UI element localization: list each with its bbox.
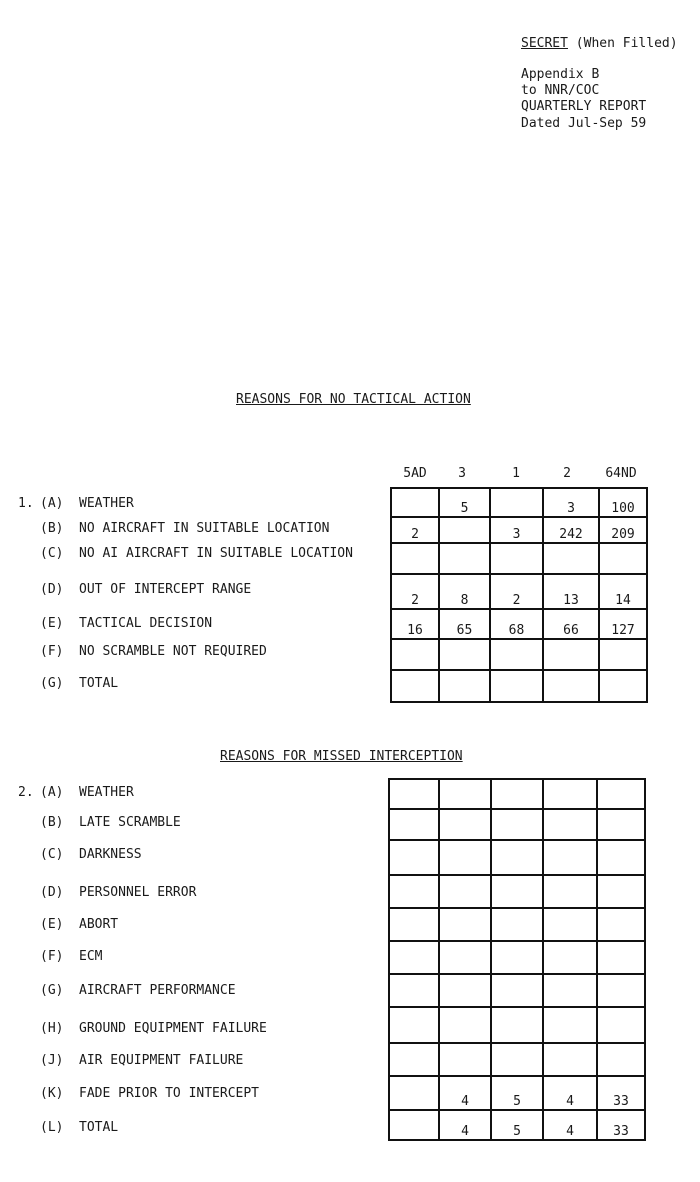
table-cell (490, 670, 543, 702)
table-row (391, 488, 647, 517)
row-label: GROUND EQUIPMENT FAILURE (79, 1021, 267, 1036)
table-cell (491, 941, 543, 974)
column-header: 5AD (403, 466, 427, 481)
row-label: ABORT (79, 917, 119, 932)
table-cell: 68 (490, 609, 543, 639)
table-cell (491, 908, 543, 941)
row-label: OUT OF INTERCEPT RANGE (79, 582, 252, 597)
table-cell: 66 (543, 609, 599, 639)
table-cell (597, 1007, 645, 1043)
table-cell (439, 543, 490, 574)
table-cell (597, 1043, 645, 1076)
table-row (389, 1076, 645, 1110)
table-cell: 33 (597, 1110, 645, 1140)
table-cell (491, 1043, 543, 1076)
table-row (389, 809, 645, 840)
section1-table (390, 487, 648, 703)
section1-number: 1. (18, 496, 34, 511)
table-cell: 242 (543, 517, 599, 543)
column-header: 3 (458, 466, 466, 481)
row-label: NO AI AIRCRAFT IN SUITABLE LOCATION (79, 546, 353, 561)
table-cell (439, 639, 490, 670)
row-label: NO SCRAMBLE NOT REQUIRED (79, 644, 267, 659)
row-letter: (A) (40, 496, 64, 511)
table-cell (389, 1007, 439, 1043)
table-cell (491, 779, 543, 809)
table-cell (391, 670, 439, 702)
table-cell (389, 1110, 439, 1140)
table-cell: 100 (599, 488, 647, 517)
table-cell (597, 779, 645, 809)
table-cell (491, 875, 543, 908)
row-label: NO AIRCRAFT IN SUITABLE LOCATION (79, 521, 330, 536)
section2-table (388, 778, 646, 1141)
table-cell (491, 1007, 543, 1043)
table-cell (439, 779, 491, 809)
table-cell (543, 779, 597, 809)
table-cell (597, 875, 645, 908)
table-cell (389, 974, 439, 1007)
table-cell (389, 779, 439, 809)
table-cell (597, 974, 645, 1007)
row-label: FADE PRIOR TO INTERCEPT (79, 1086, 260, 1101)
table-cell: 3 (490, 517, 543, 543)
row-letter: (G) (40, 983, 64, 998)
table-row (391, 574, 647, 609)
table-row (391, 517, 647, 543)
table-cell: 5 (439, 488, 490, 517)
section1-title: REASONS FOR NO TACTICAL ACTION (236, 392, 471, 407)
table-cell (543, 809, 597, 840)
table-cell (491, 840, 543, 875)
table-cell (543, 1007, 597, 1043)
table-cell (490, 639, 543, 670)
table-cell (491, 809, 543, 840)
table-cell: 33 (597, 1076, 645, 1110)
column-header: 2 (563, 466, 571, 481)
table-cell: 4 (543, 1110, 597, 1140)
table-cell (391, 543, 439, 574)
report-type-line: QUARTERLY REPORT (521, 99, 647, 114)
column-header: 1 (512, 466, 520, 481)
table-row (389, 779, 645, 809)
table-cell (543, 908, 597, 941)
row-label: WEATHER (79, 785, 134, 800)
table-cell (543, 639, 599, 670)
table-row (389, 875, 645, 908)
row-label: TOTAL (79, 1120, 119, 1135)
table-cell (389, 908, 439, 941)
section2-title: REASONS FOR MISSED INTERCEPTION (220, 749, 463, 764)
classification-note: (When Filled) (575, 36, 678, 51)
table-row (389, 1007, 645, 1043)
row-letter: (F) (40, 644, 64, 659)
table-cell: 13 (543, 574, 599, 609)
table-cell: 2 (391, 574, 439, 609)
row-letter: (E) (40, 616, 64, 631)
table-cell (389, 1076, 439, 1110)
row-label: WEATHER (79, 496, 134, 511)
table-cell: 4 (439, 1110, 491, 1140)
section2-number: 2. (18, 785, 34, 800)
column-header: 64ND (605, 466, 637, 481)
table-cell (439, 517, 490, 543)
table-cell: 3 (543, 488, 599, 517)
table-cell: 14 (599, 574, 647, 609)
report-date-line: Dated Jul-Sep 59 (521, 116, 647, 131)
row-label: LATE SCRAMBLE (79, 815, 181, 830)
table-row (389, 941, 645, 974)
row-letter: (C) (40, 546, 64, 561)
row-letter: (E) (40, 917, 64, 932)
table-cell (599, 543, 647, 574)
table-cell (439, 840, 491, 875)
table-cell (491, 974, 543, 1007)
table-cell (439, 1007, 491, 1043)
table-row (389, 840, 645, 875)
row-letter: (B) (40, 521, 64, 536)
table-cell (389, 875, 439, 908)
table-cell (543, 840, 597, 875)
table-row (391, 609, 647, 639)
table-cell (389, 941, 439, 974)
table-cell: 5 (491, 1076, 543, 1110)
table-cell: 5 (491, 1110, 543, 1140)
table-cell: 4 (543, 1076, 597, 1110)
table-cell (543, 941, 597, 974)
classification-header (521, 36, 678, 51)
row-letter: (D) (40, 885, 64, 900)
row-label: PERSONNEL ERROR (79, 885, 197, 900)
table-cell (439, 1043, 491, 1076)
table-cell (391, 488, 439, 517)
table-row (389, 974, 645, 1007)
table-cell (599, 639, 647, 670)
row-label: AIRCRAFT PERFORMANCE (79, 983, 236, 998)
table-cell: 127 (599, 609, 647, 639)
table-row (391, 670, 647, 702)
row-letter: (B) (40, 815, 64, 830)
table-cell (439, 974, 491, 1007)
row-letter: (G) (40, 676, 64, 691)
table-cell (543, 670, 599, 702)
table-cell (543, 543, 599, 574)
row-letter: (C) (40, 847, 64, 862)
table-cell (389, 840, 439, 875)
table-cell (597, 941, 645, 974)
table-cell: 8 (439, 574, 490, 609)
table-row (389, 1110, 645, 1140)
table-cell (597, 809, 645, 840)
row-label: ECM (79, 949, 103, 964)
row-letter: (D) (40, 582, 64, 597)
row-letter: (F) (40, 949, 64, 964)
table-cell: 65 (439, 609, 490, 639)
row-letter: (A) (40, 785, 64, 800)
row-label: AIR EQUIPMENT FAILURE (79, 1053, 244, 1068)
report-ref-line: to NNR/COC (521, 83, 600, 98)
row-label: TACTICAL DECISION (79, 616, 213, 631)
table-cell (389, 1043, 439, 1076)
table-cell: 209 (599, 517, 647, 543)
table-cell (439, 809, 491, 840)
table-cell: 2 (490, 574, 543, 609)
table-row (389, 908, 645, 941)
table-cell (389, 809, 439, 840)
table-cell: 2 (391, 517, 439, 543)
table-cell (490, 488, 543, 517)
row-label: DARKNESS (79, 847, 142, 862)
table-cell (597, 840, 645, 875)
row-letter: (L) (40, 1120, 64, 1135)
row-letter: (J) (40, 1053, 64, 1068)
row-label: TOTAL (79, 676, 119, 691)
table-cell: 4 (439, 1076, 491, 1110)
row-letter: (K) (40, 1086, 64, 1101)
table-cell: 16 (391, 609, 439, 639)
row-letter: (H) (40, 1021, 64, 1036)
table-cell (439, 670, 490, 702)
table-cell (543, 1043, 597, 1076)
table-cell (599, 670, 647, 702)
table-cell (543, 875, 597, 908)
table-cell (391, 639, 439, 670)
table-cell (597, 908, 645, 941)
table-cell (439, 941, 491, 974)
table-cell (490, 543, 543, 574)
table-row (391, 543, 647, 574)
appendix-line: Appendix B (521, 67, 600, 82)
table-row (389, 1043, 645, 1076)
table-cell (439, 875, 491, 908)
table-row (391, 639, 647, 670)
table-cell (439, 908, 491, 941)
table-cell (543, 974, 597, 1007)
classification-marking: SECRET (521, 36, 568, 51)
